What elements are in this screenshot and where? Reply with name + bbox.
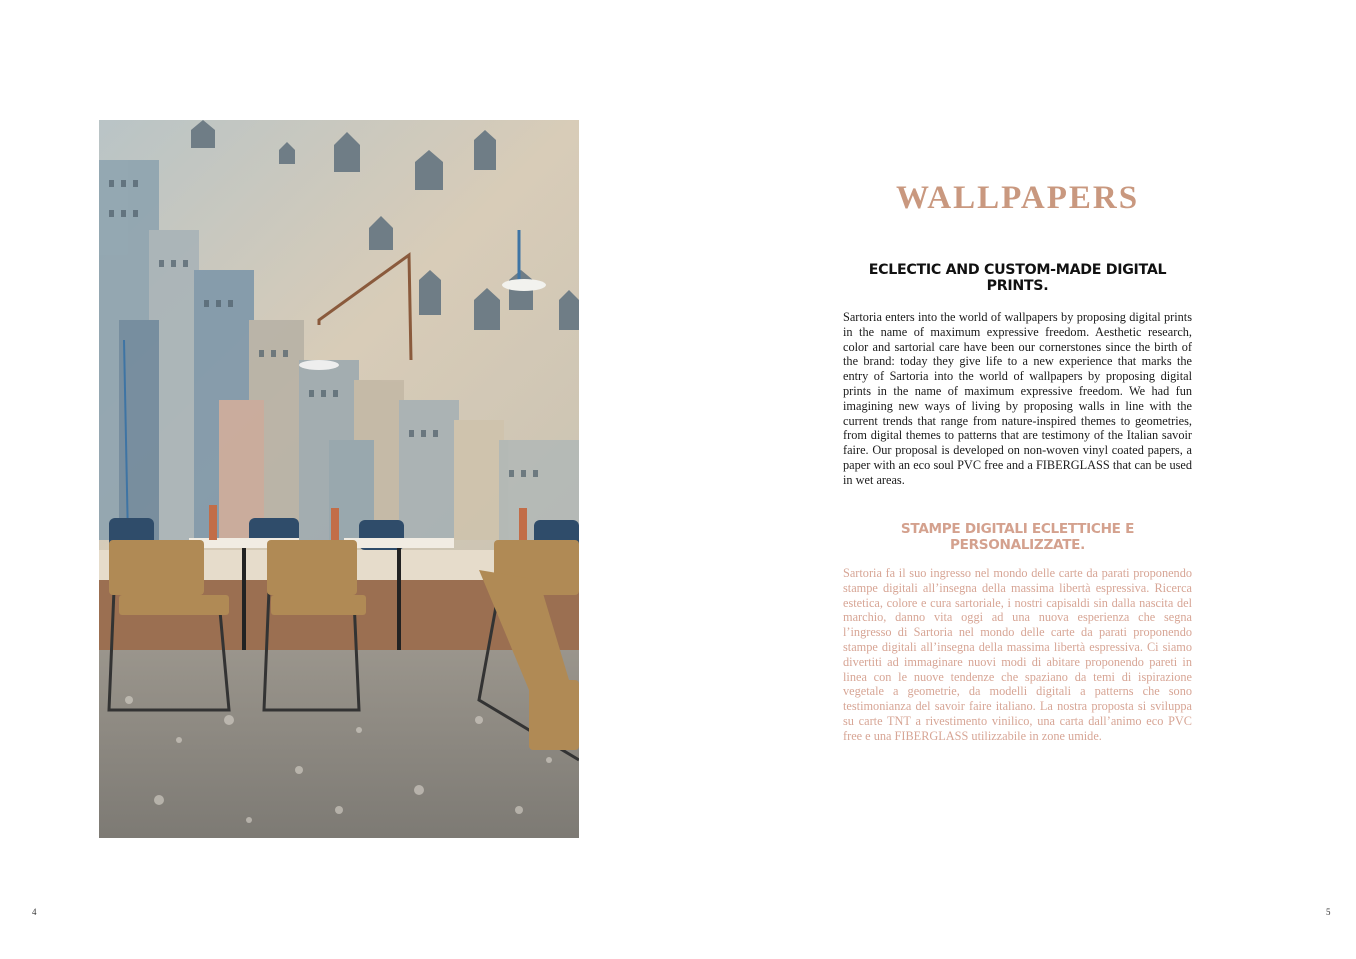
body-text-italian: Sartoria fa il suo ingresso nel mondo delle carte da parati proponendo stampe digitali all’insegna della massima libertà espressiva. Ricerca estetica, colore e cura sartoriale, i nostri capisaldi sin dalla nascita del marchio, danno vita oggi ad una nuova esperienza che segna l’ingresso di Sartoria nel mondo delle carte da parati proponendo stampe digitali all’insegna della massima libertà espressiva. Ci siamo divertiti ad immaginare nuovi modi di abitare proponendo pareti in linea con le nuove tendenze che spaziano da temi di ispirazione vegetale a geometrie, da modelli digitali a patterns che sono testimonianza del savoir faire italiano. La nostra proposta si sviluppa su carte TNT a rivestimento vinilico, una carta dall’animo eco PVC free e una FIBERGLASS utilizzabile in zone umide. (843, 566, 1192, 743)
subheading-english: ECLECTIC AND CUSTOM-MADE DIGITAL PRINTS. (868, 262, 1167, 294)
page-title: WALLPAPERS (895, 180, 1140, 216)
interior-photo-illustration (99, 120, 579, 838)
body-text-english: Sartoria enters into the world of wallpapers by proposing digital prints in the name of maximum expressive freedom. Aesthetic research, color and sartorial care have been our cornerstones since the birth of the brand: today they give life to a new experience that marks the entry of Sartoria into the world of wallpapers by proposing digital prints in the name of maximum expressive freedom. We had fun imagining new ways of living by proposing walls in line with the current trends that range from nature-inspired themes to geometries, from digital themes to patterns that are testimony of the Italian savoir faire. Our proposal is developed on non-woven vinyl coated papers, a paper with an eco soul PVC free and a FIBERGLASS that can be used in wet areas. (843, 310, 1192, 487)
page-number-left: 4 (32, 907, 37, 917)
wallpaper-cafe-photo (99, 120, 579, 838)
subheading-italian: STAMPE DIGITALI ECLETTICHE E PERSONALIZZATE. (900, 521, 1135, 553)
page-number-right: 5 (1326, 907, 1331, 917)
